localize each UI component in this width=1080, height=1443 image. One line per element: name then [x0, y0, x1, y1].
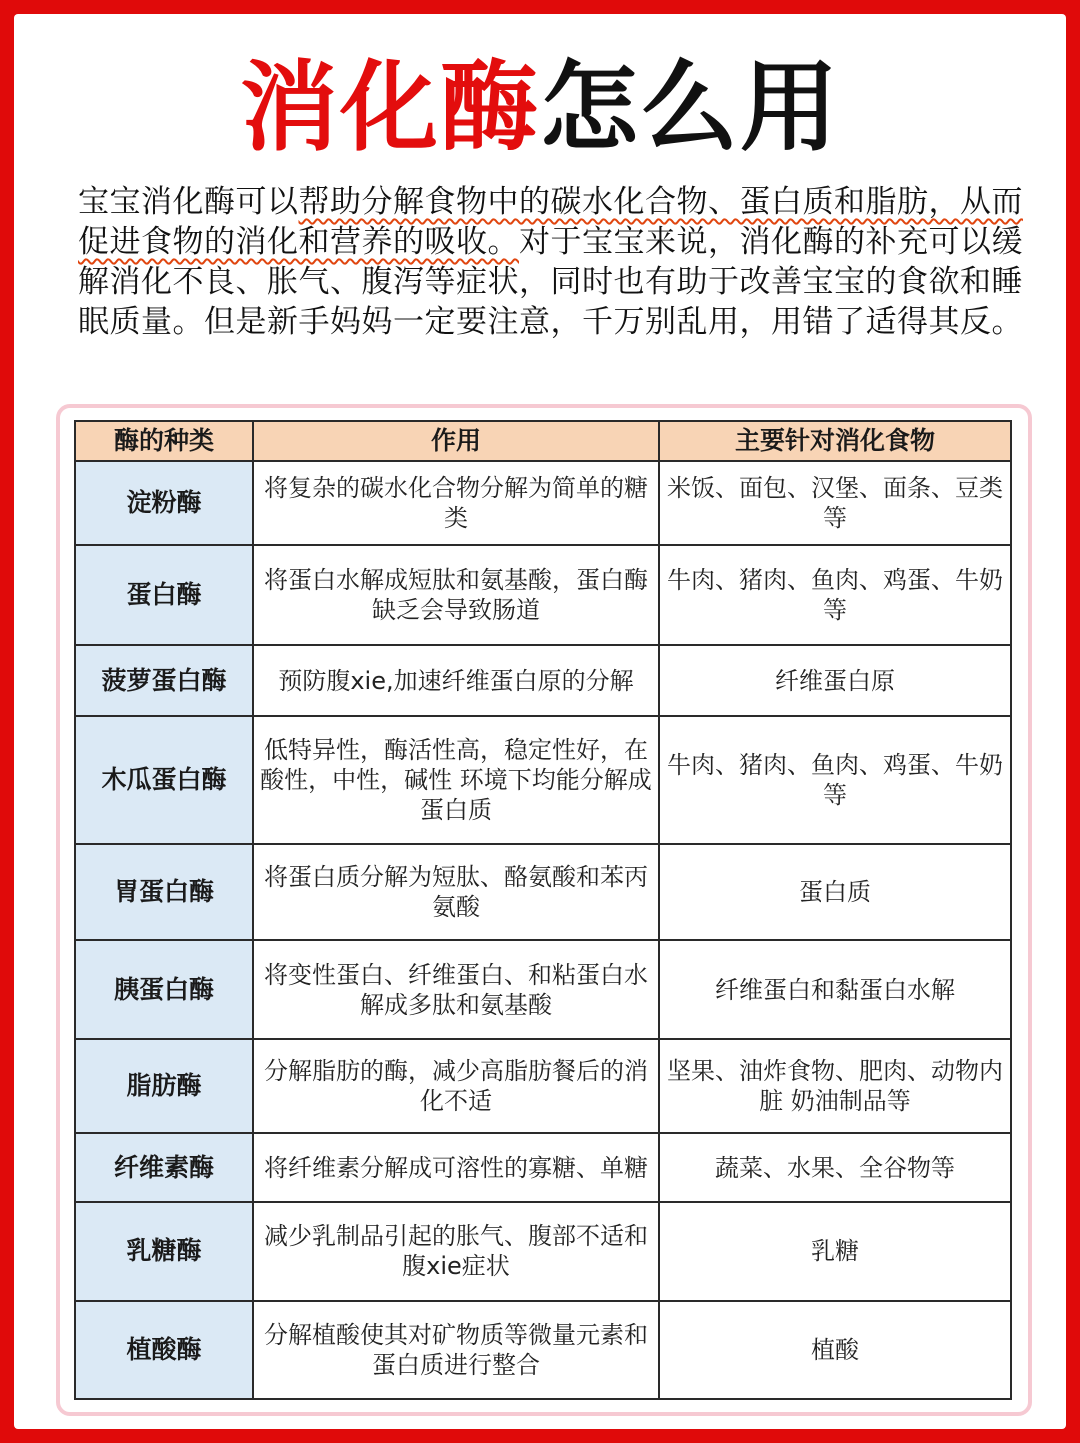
enzyme-function: 将蛋白水解成短肽和氨基酸，蛋白酶缺乏会导致肠道 [253, 545, 659, 646]
intro-paragraph [78, 182, 1038, 342]
enzyme-function: 分解植酸使其对矿物质等微量元素和蛋白质进行整合 [253, 1301, 659, 1399]
enzyme-function: 将复杂的碳水化合物分解为简单的糖类 [253, 461, 659, 545]
title-rest: 怎么用 [540, 51, 841, 165]
enzyme-foods: 米饭、面包、汉堡、面条、豆类等 [659, 461, 1011, 545]
title-highlight: 消化酶 [239, 51, 540, 165]
enzyme-name: 蛋白酶 [75, 545, 253, 646]
enzyme-foods: 植酸 [659, 1301, 1011, 1399]
page-title [14, 52, 1066, 164]
enzyme-foods: 纤维蛋白和黏蛋白水解 [659, 940, 1011, 1038]
table-row [75, 1301, 1011, 1399]
table-row [75, 940, 1011, 1038]
header-type: 酶的种类 [75, 421, 253, 461]
enzyme-foods: 蔬菜、水果、全谷物等 [659, 1133, 1011, 1202]
enzyme-foods: 牛肉、猪肉、鱼肉、鸡蛋、牛奶等 [659, 545, 1011, 646]
table-header-row [75, 421, 1011, 461]
enzyme-name: 纤维素酶 [75, 1133, 253, 1202]
enzyme-function: 将变性蛋白、纤维蛋白、和粘蛋白水解成多肽和氨基酸 [253, 940, 659, 1038]
header-foods: 主要针对消化食物 [659, 421, 1011, 461]
table-row [75, 1202, 1011, 1300]
enzyme-name: 淀粉酶 [75, 461, 253, 545]
enzyme-function: 减少乳制品引起的胀气、腹部不适和腹xie症状 [253, 1202, 659, 1300]
intro-underlined: 帮助分解食物中的碳水化合物、蛋白质和脂肪，从而促进食物的消化和营养的吸收。 [78, 184, 1023, 260]
enzyme-table-frame [56, 404, 1032, 1416]
enzyme-function: 预防腹xie,加速纤维蛋白原的分解 [253, 645, 659, 716]
enzyme-name: 乳糖酶 [75, 1202, 253, 1300]
enzyme-function: 将蛋白质分解为短肽、酪氨酸和苯丙氨酸 [253, 844, 659, 940]
enzyme-foods: 牛肉、猪肉、鱼肉、鸡蛋、牛奶等 [659, 716, 1011, 844]
enzyme-name: 植酸酶 [75, 1301, 253, 1399]
enzyme-name: 胃蛋白酶 [75, 844, 253, 940]
table-row [75, 844, 1011, 940]
table-row [75, 645, 1011, 716]
enzyme-function: 将纤维素分解成可溶性的寡糖、单糖 [253, 1133, 659, 1202]
table-row [75, 716, 1011, 844]
enzyme-name: 胰蛋白酶 [75, 940, 253, 1038]
table-row [75, 1133, 1011, 1202]
enzyme-name: 脂肪酶 [75, 1039, 253, 1133]
header-function: 作用 [253, 421, 659, 461]
enzyme-foods: 纤维蛋白原 [659, 645, 1011, 716]
page [14, 14, 1066, 1429]
intro-rest: 对于宝宝来说，消化酶的补充可以缓解消化不良、胀气、腹泻等症状，同时也有助于改善宝宝的食欲和睡眠质量。但是新手妈妈一定要注意，千万别乱用，用错了适得其反。 [78, 224, 1023, 340]
enzyme-foods: 蛋白质 [659, 844, 1011, 940]
table-row [75, 1039, 1011, 1133]
intro-lead: 宝宝消化酶可以 [78, 184, 299, 220]
enzyme-function: 低特异性，酶活性高，稳定性好，在酸性，中性，碱性 环境下均能分解成蛋白质 [253, 716, 659, 844]
enzyme-table [74, 420, 1012, 1400]
enzyme-function: 分解脂肪的酶，减少高脂肪餐后的消化不适 [253, 1039, 659, 1133]
table-row [75, 545, 1011, 646]
enzyme-foods: 乳糖 [659, 1202, 1011, 1300]
enzyme-name: 木瓜蛋白酶 [75, 716, 253, 844]
table-row [75, 461, 1011, 545]
enzyme-foods: 坚果、油炸食物、肥肉、动物内脏 奶油制品等 [659, 1039, 1011, 1133]
enzyme-name: 菠萝蛋白酶 [75, 645, 253, 716]
